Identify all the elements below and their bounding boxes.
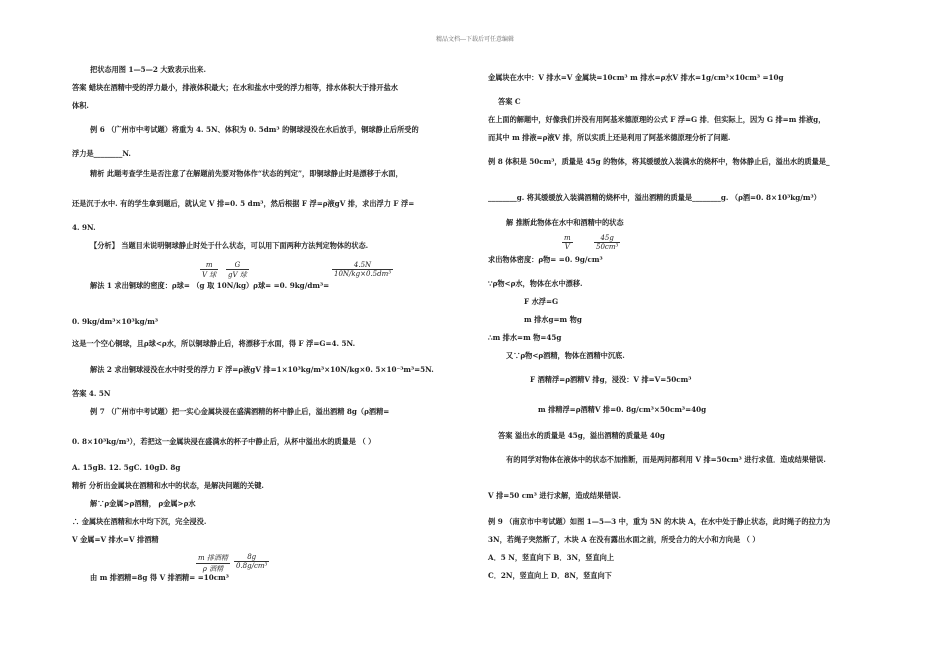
right-text-line: 例 9 （南京市中考试题）如图 1—5—3 中，重为 5N 的木块 A，在水中处于静止状态，此时绳子的拉力为 bbox=[488, 517, 831, 526]
right-text-line: m 排精浮=ρ酒精V 排=0. 8g/cm³×50cm³=40g bbox=[538, 405, 707, 414]
left-text-line: 体积. bbox=[72, 101, 89, 110]
right-text-line: 又∵ρ物<ρ酒精，物体在酒精中沉底. bbox=[506, 351, 625, 360]
left-text-line: 解法 2 求出铜球浸没在水中时受的浮力 F 浮=ρ液gV 排=1×10³kg/m³×10N/kg×0. 5×10⁻³m³=5N. bbox=[90, 365, 434, 374]
left-text-line: 答案 蜡块在酒精中受的浮力最小，排液体积最大；在水和盐水中受的浮力相等，排水体积大于排开盐水 bbox=[72, 83, 398, 92]
left-text-line: 浮力是________N. bbox=[72, 149, 131, 158]
left-text-line: 0. 8×10³kg/m³），若把这一金属块浸在盛满水的杯子中静止后，从杯中溢出水的质量是 （ ） bbox=[72, 437, 376, 446]
left-text-line: 4. 9N. bbox=[72, 223, 96, 232]
right-text-line: ∵ρ物<ρ水，物体在水中漂移. bbox=[488, 279, 583, 288]
left-text-line: 例 6 （广州市中考试题）将重为 4. 5N、体积为 0. 5dm³ 的铜球浸没在水后放手，铜球静止后所受的 bbox=[90, 125, 419, 134]
right-text-line: 答案 溢出水的质量是 45g，溢出酒精的质量是 40g bbox=[498, 431, 665, 440]
right-text-line: ∴m 排水=m 物=45g bbox=[488, 333, 562, 342]
right-text-line: 答案 C bbox=[498, 97, 521, 106]
left-text-line: 还是沉于水中. 有的学生拿到题后，就认定 V 排=0. 5 dm³，然后根据 F 浮=ρ液gV 排，求出浮力 F 浮= bbox=[72, 199, 415, 208]
left-text-line: A. 15gB. 12. 5gC. 10gD. 8g bbox=[72, 463, 181, 472]
left-text-line: V 金属=V 排水=V 排酒精 bbox=[72, 535, 159, 544]
right-text-line: 求出物体密度：ρ物= =0. 9g/cm³ bbox=[488, 255, 603, 264]
right-text-line: 在上面的解题中，好像我们并没有用阿基米德原理的公式 F 浮=G 排．但实际上，因为 G 排=m 排液g， bbox=[488, 115, 826, 124]
left-text-line: 0. 9kg/dm³×10³kg/m³ bbox=[72, 317, 158, 326]
right-text-line: m 排水g=m 物g bbox=[524, 315, 582, 324]
right-text-line: ________g. 将其缓缓放入装满酒精的烧杯中，溢出酒精的质量是________g. （ρ酒=0. 8×10³kg/m³） bbox=[488, 193, 821, 202]
left-text-line: 例 7 （广州市中考试题）把一实心金属块浸在盛满酒精的杯中静止后，溢出酒精 8g（ρ酒精= bbox=[90, 407, 390, 416]
fraction-8g-over: $\frac{8g}{\text{0.8g/cm³}}$ bbox=[236, 553, 268, 570]
fraction-m-over-v: m V 球 bbox=[202, 261, 217, 279]
left-text-line: 答案 4. 5N bbox=[72, 389, 111, 398]
page-header: 精品文档---下载后可任意编辑 bbox=[435, 36, 515, 43]
left-text-line: 解法 1 求出铜球的密度：ρ球= （g 取 10N/kg）ρ球= =0. 9kg/dm³= bbox=[90, 281, 330, 290]
left-text-line: ∴ 金属块在酒精和水中均下沉，完全浸没. bbox=[72, 517, 207, 526]
left-text-line: 精析 分析出金属块在酒精和水中的状态，是解决问题的关键. bbox=[72, 481, 264, 490]
fraction-m-over-v-2: $\frac{m}{V}$ bbox=[564, 234, 571, 251]
left-text-line: 解∵ρ金属>ρ酒精， ρ金属>ρ水 bbox=[90, 499, 196, 508]
fraction-m-over-rho: m 排酒精 ρ 酒精 bbox=[198, 554, 228, 573]
left-text-line: 【分析】 当题目未说明铜球静止时处于什么状态，可以用下面两种方法判定物体的状态. bbox=[90, 241, 369, 250]
right-text-line: 解 推断此物体在水中和酒精中的状态 bbox=[506, 218, 624, 227]
right-text-line: 3N，若绳子突然断了，木块 A 在没有露出水面之前，所受合力的大小和方向是 （ ） bbox=[488, 535, 760, 544]
right-text-line: 例 8 体积是 50cm³，质量是 45g 的物体，将其缓缓放入装满水的烧杯中，物体静止后，溢出水的质量是_ bbox=[488, 157, 830, 166]
left-text-line: 把状态用图 1—5—2 大致表示出来. bbox=[90, 65, 206, 74]
left-text-line: 这是一个空心铜球，且ρ球<ρ水，所以铜球静止后，将漂移于水面，得 F 浮=G=4. 5N. bbox=[72, 339, 356, 348]
right-text-line: C．2N，竖直向上 D．8N，竖直向下 bbox=[488, 571, 612, 580]
right-text-line: F 酒精浮=ρ酒精V 排g，浸没：V 排=V=50cm³ bbox=[530, 375, 692, 384]
left-text-line: 由 m 排酒精=8g 得 V 排酒精= =10cm³ bbox=[90, 573, 229, 582]
fraction-g-over-gv: G gV 球 bbox=[228, 261, 247, 279]
fraction-45-over: $\frac{4.5N}{\text{10N/kg×0.5dm³}}$ bbox=[334, 261, 392, 278]
right-text-line: F 水浮=G bbox=[524, 297, 559, 306]
right-text-line: 有的同学对物体在液体中的状态不加推断，而是两问都利用 V 排=50cm³ 进行求值．造成结果错误. bbox=[506, 455, 826, 464]
right-text-line: A．5 N，竖直向下 B．3N，竖直向上 bbox=[488, 553, 615, 562]
left-text-line: 精析 此题考查学生是否注意了在解题前先要对物体作“状态的判定”，即铜球静止时是漂移于水面， bbox=[90, 169, 403, 178]
fraction-45g-over: $\frac{45g}{\text{50cm³}}$ bbox=[596, 234, 619, 251]
right-text-line: V 排=50 cm³ 进行求解，造成结果错误. bbox=[488, 491, 621, 500]
right-text-line: 而其中 m 排液=ρ液V 排，所以实质上还是利用了阿基米德原理分析了问题. bbox=[488, 133, 731, 142]
right-text-line: 金属块在水中：V 排水=V 金属块=10cm³ m 排水=ρ水V 排水=1g/cm³×10cm³ =10g bbox=[488, 73, 784, 82]
